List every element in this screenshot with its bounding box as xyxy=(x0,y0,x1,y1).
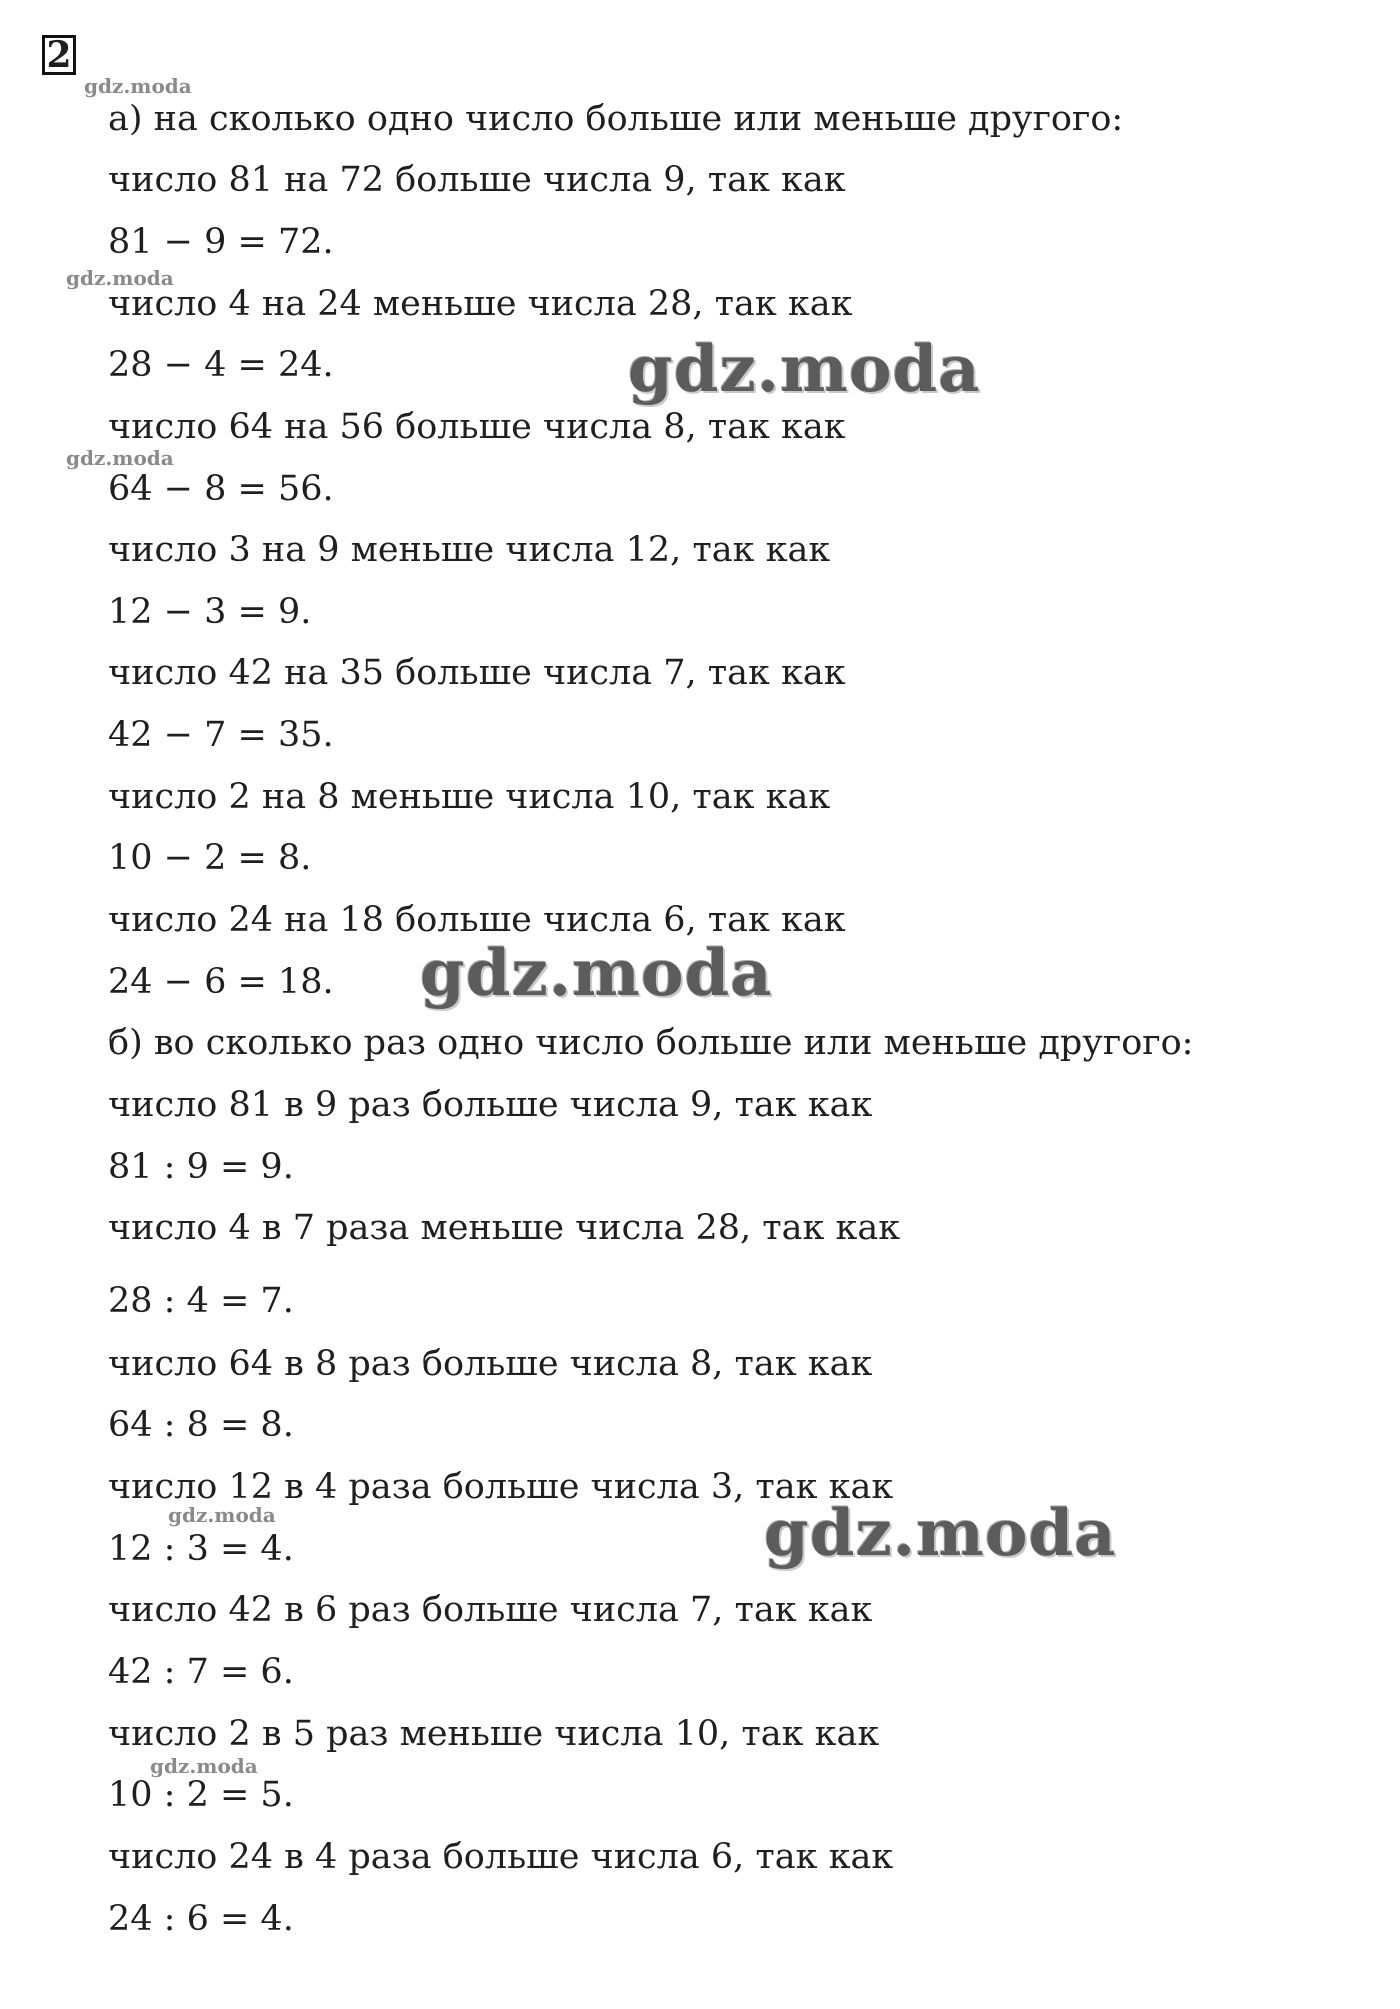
task-number-box: 2 xyxy=(42,35,76,75)
line-27: 10 : 2 = 5. xyxy=(108,1775,294,1815)
watermark-small: gdz.moda xyxy=(168,1503,276,1527)
line-18: число 4 в 7 раза меньше числа 28, так как xyxy=(108,1208,901,1248)
line-1: число 81 на 72 больше числа 9, так как xyxy=(108,160,846,200)
line-8: 12 − 3 = 9. xyxy=(108,592,312,632)
line-16: число 81 в 9 раз больше числа 9, так как xyxy=(108,1085,873,1125)
line-14: 24 − 6 = 18. xyxy=(108,962,334,1002)
line-13: число 24 на 18 больше числа 6, так как xyxy=(108,900,846,940)
line-17: 81 : 9 = 9. xyxy=(108,1147,294,1187)
line-12: 10 − 2 = 8. xyxy=(108,838,312,878)
line-26: число 2 в 5 раз меньше числа 10, так как xyxy=(108,1714,880,1754)
watermark-small: gdz.moda xyxy=(150,1754,258,1778)
line-5: число 64 на 56 больше числа 8, так как xyxy=(108,407,846,447)
watermark-small: gdz.moda xyxy=(84,74,192,98)
line-7: число 3 на 9 меньше числа 12, так как xyxy=(108,530,831,570)
watermark-large: gdz.moda xyxy=(420,936,773,1011)
line-19: 28 : 4 = 7. xyxy=(108,1281,294,1321)
line-2: 81 − 9 = 72. xyxy=(108,222,334,262)
watermark-large: gdz.moda xyxy=(628,332,981,407)
line-28: число 24 в 4 раза больше числа 6, так как xyxy=(108,1837,894,1877)
line-part-b-heading: б) во сколько раз одно число больше или меньше другого: xyxy=(108,1023,1194,1063)
watermark-small: gdz.moda xyxy=(66,446,174,470)
line-part-a-heading: а) на сколько одно число больше или меньше другого: xyxy=(108,99,1124,139)
line-22: число 12 в 4 раза больше числа 3, так как xyxy=(108,1467,894,1507)
line-10: 42 − 7 = 35. xyxy=(108,715,334,755)
line-20: число 64 в 8 раз больше числа 8, так как xyxy=(108,1344,873,1384)
watermark-large: gdz.moda xyxy=(764,1496,1117,1571)
line-25: 42 : 7 = 6. xyxy=(108,1652,294,1692)
line-21: 64 : 8 = 8. xyxy=(108,1405,294,1445)
line-23: 12 : 3 = 4. xyxy=(108,1529,294,1569)
line-11: число 2 на 8 меньше числа 10, так как xyxy=(108,777,831,817)
line-29: 24 : 6 = 4. xyxy=(108,1899,294,1939)
line-3: число 4 на 24 меньше числа 28, так как xyxy=(108,284,853,324)
line-4: 28 − 4 = 24. xyxy=(108,345,334,385)
line-24: число 42 в 6 раз больше числа 7, так как xyxy=(108,1590,873,1630)
watermark-small: gdz.moda xyxy=(66,266,174,290)
line-6: 64 − 8 = 56. xyxy=(108,469,334,509)
line-9: число 42 на 35 больше числа 7, так как xyxy=(108,653,846,693)
